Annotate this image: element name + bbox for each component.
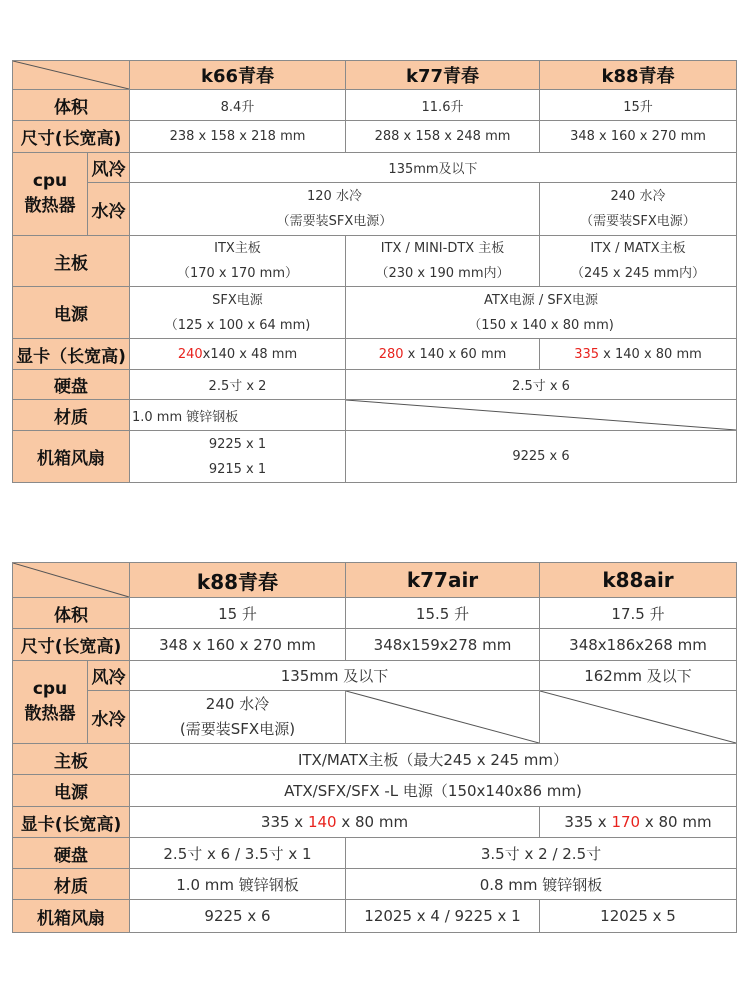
water-note: (需要装SFX电源) [179,720,296,738]
psu-type: SFX电源 [212,292,263,308]
psu-dim: （125 x 100 x 64 mm) [164,317,311,333]
model-header: k88青春 [540,61,737,90]
board-value: ITX/MATX主板（最大245 x 245 mm） [130,744,737,775]
air-cooling-value: 135mm 及以下 [130,661,540,691]
size-row [13,121,737,153]
size-label: 尺寸(长宽高) [13,121,130,153]
gpu-rest: x140 x 48 mm [202,346,298,362]
board-row [13,744,737,775]
board-dim: （170 x 170 mm） [176,266,299,281]
fan-value: 9225 x 6 [346,431,737,483]
size-row [13,629,737,661]
board-label: 主板 [13,744,130,775]
fan-value: 12025 x 4 / 9225 x 1 [346,900,540,933]
disk-label: 硬盘 [13,370,130,400]
gpu-value [540,807,737,838]
board-dim: （245 x 245 mm内） [570,266,706,281]
volume-label: 体积 [13,598,130,629]
board-value [346,236,540,287]
air-cooling-value: 135mm及以下 [130,153,737,183]
water-note: （需要装SFX电源） [580,214,696,229]
cpu-water-row [13,691,737,744]
model-header: k88青春 [130,563,346,598]
cpu-air-row [13,661,737,691]
volume-row [13,598,737,629]
gpu-value [346,339,540,370]
board-label: 主板 [13,236,130,287]
air-cooling-label: 风冷 [88,661,130,691]
water-cooling-label: 水冷 [88,183,130,236]
size-value: 348x159x278 mm [346,629,540,661]
corner-cell [13,61,130,90]
empty-cell [346,400,737,431]
cpu-cooler-label [13,661,88,744]
model-header: k88air [540,563,737,598]
gpu-length: 280 [378,346,404,362]
material-row [13,400,737,431]
cpu-air-row [13,153,737,183]
cooler-label: 散热器 [24,196,76,216]
gpu-label: 显卡（长宽高) [13,339,130,370]
board-dim: （230 x 190 mm内） [375,266,510,281]
size-value: 348 x 160 x 270 mm [540,121,737,153]
spec-table-2 [12,562,737,933]
cpu-water-row [13,183,737,236]
water-cooling-value [130,183,540,236]
disk-value: 2.5寸 x 6 [346,370,737,400]
volume-value: 17.5 升 [540,598,737,629]
gpu-value [130,339,346,370]
disk-value: 2.5寸 x 2 [130,370,346,400]
volume-value: 8.4升 [130,90,346,121]
size-value: 288 x 158 x 248 mm [346,121,540,153]
psu-value [346,287,737,339]
disk-label: 硬盘 [13,838,130,869]
fan-label: 机箱风扇 [13,431,130,483]
water-line: 240 水冷 [610,189,666,204]
gpu-width: 140 [307,813,337,831]
cooler-label: 散热器 [24,704,76,724]
gpu-row [13,339,737,370]
material-label: 材质 [13,400,130,431]
gpu-value [540,339,737,370]
gpu-width: 170 [611,813,641,831]
empty-cell [346,691,540,744]
gpu-length: 335 x [564,813,612,831]
size-label: 尺寸(长宽高) [13,629,130,661]
cpu-label: cpu [32,679,68,699]
volume-value: 15升 [540,90,737,121]
fan-line: 9225 x 1 [208,436,267,452]
gpu-value [130,807,540,838]
cpu-label: cpu [32,171,68,191]
board-type: ITX / MATX主板 [590,241,686,256]
fan-line: 9215 x 1 [208,461,267,477]
size-value: 238 x 158 x 218 mm [130,121,346,153]
board-type: ITX / MINI-DTX 主板 [380,241,505,256]
model-header: k77air [346,563,540,598]
psu-value: ATX/SFX/SFX -L 电源（150x140x86 mm) [130,775,737,807]
cpu-cooler-label [13,153,88,236]
material-value: 0.8 mm 镀锌钢板 [346,869,737,900]
psu-value [130,287,346,339]
fan-value: 9225 x 6 [130,900,346,933]
disk-row [13,838,737,869]
empty-cell [540,691,737,744]
header-row [13,563,737,598]
fan-row [13,431,737,483]
gpu-length: 335 [574,346,600,362]
gpu-length: 240 [177,346,203,362]
psu-label: 电源 [13,287,130,339]
fan-label: 机箱风扇 [13,900,130,933]
size-value: 348 x 160 x 270 mm [130,629,346,661]
material-label: 材质 [13,869,130,900]
gpu-rest: x 140 x 60 mm [403,346,507,362]
corner-cell [13,563,130,598]
air-cooling-label: 风冷 [88,153,130,183]
psu-type: ATX电源 / SFX电源 [483,292,598,308]
disk-value: 3.5寸 x 2 / 2.5寸 [346,838,737,869]
psu-dim: （150 x 140 x 80 mm) [468,317,614,333]
model-header: k77青春 [346,61,540,90]
water-cooling-value [130,691,346,744]
model-header: k66青春 [130,61,346,90]
board-value [130,236,346,287]
board-value [540,236,737,287]
disk-value: 2.5寸 x 6 / 3.5寸 x 1 [130,838,346,869]
psu-label: 电源 [13,775,130,807]
disk-row [13,370,737,400]
board-row [13,236,737,287]
water-line: 120 水冷 [307,189,362,204]
size-value: 348x186x268 mm [540,629,737,661]
spec-table-1 [12,60,737,483]
volume-label: 体积 [13,90,130,121]
water-line: 240 水冷 [205,695,270,713]
material-value: 1.0 mm 镀锌钢板 [130,400,346,431]
volume-row [13,90,737,121]
gpu-label: 显卡(长宽高) [13,807,130,838]
gpu-length: 335 x [260,813,308,831]
gpu-rest: x 140 x 80 mm [599,346,702,362]
volume-value: 11.6升 [346,90,540,121]
board-type: ITX主板 [214,241,261,256]
psu-row [13,287,737,339]
fan-value: 12025 x 5 [540,900,737,933]
air-cooling-value: 162mm 及以下 [540,661,737,691]
volume-value: 15 升 [130,598,346,629]
fan-row [13,900,737,933]
gpu-height: x 80 mm [640,813,712,831]
volume-value: 15.5 升 [346,598,540,629]
fan-value [130,431,346,483]
gpu-row [13,807,737,838]
water-cooling-label: 水冷 [88,691,130,744]
gpu-height: x 80 mm [336,813,409,831]
material-row [13,869,737,900]
water-note: （需要装SFX电源） [276,214,393,229]
header-row [13,61,737,90]
material-value: 1.0 mm 镀锌钢板 [130,869,346,900]
water-cooling-value [540,183,737,236]
psu-row [13,775,737,807]
